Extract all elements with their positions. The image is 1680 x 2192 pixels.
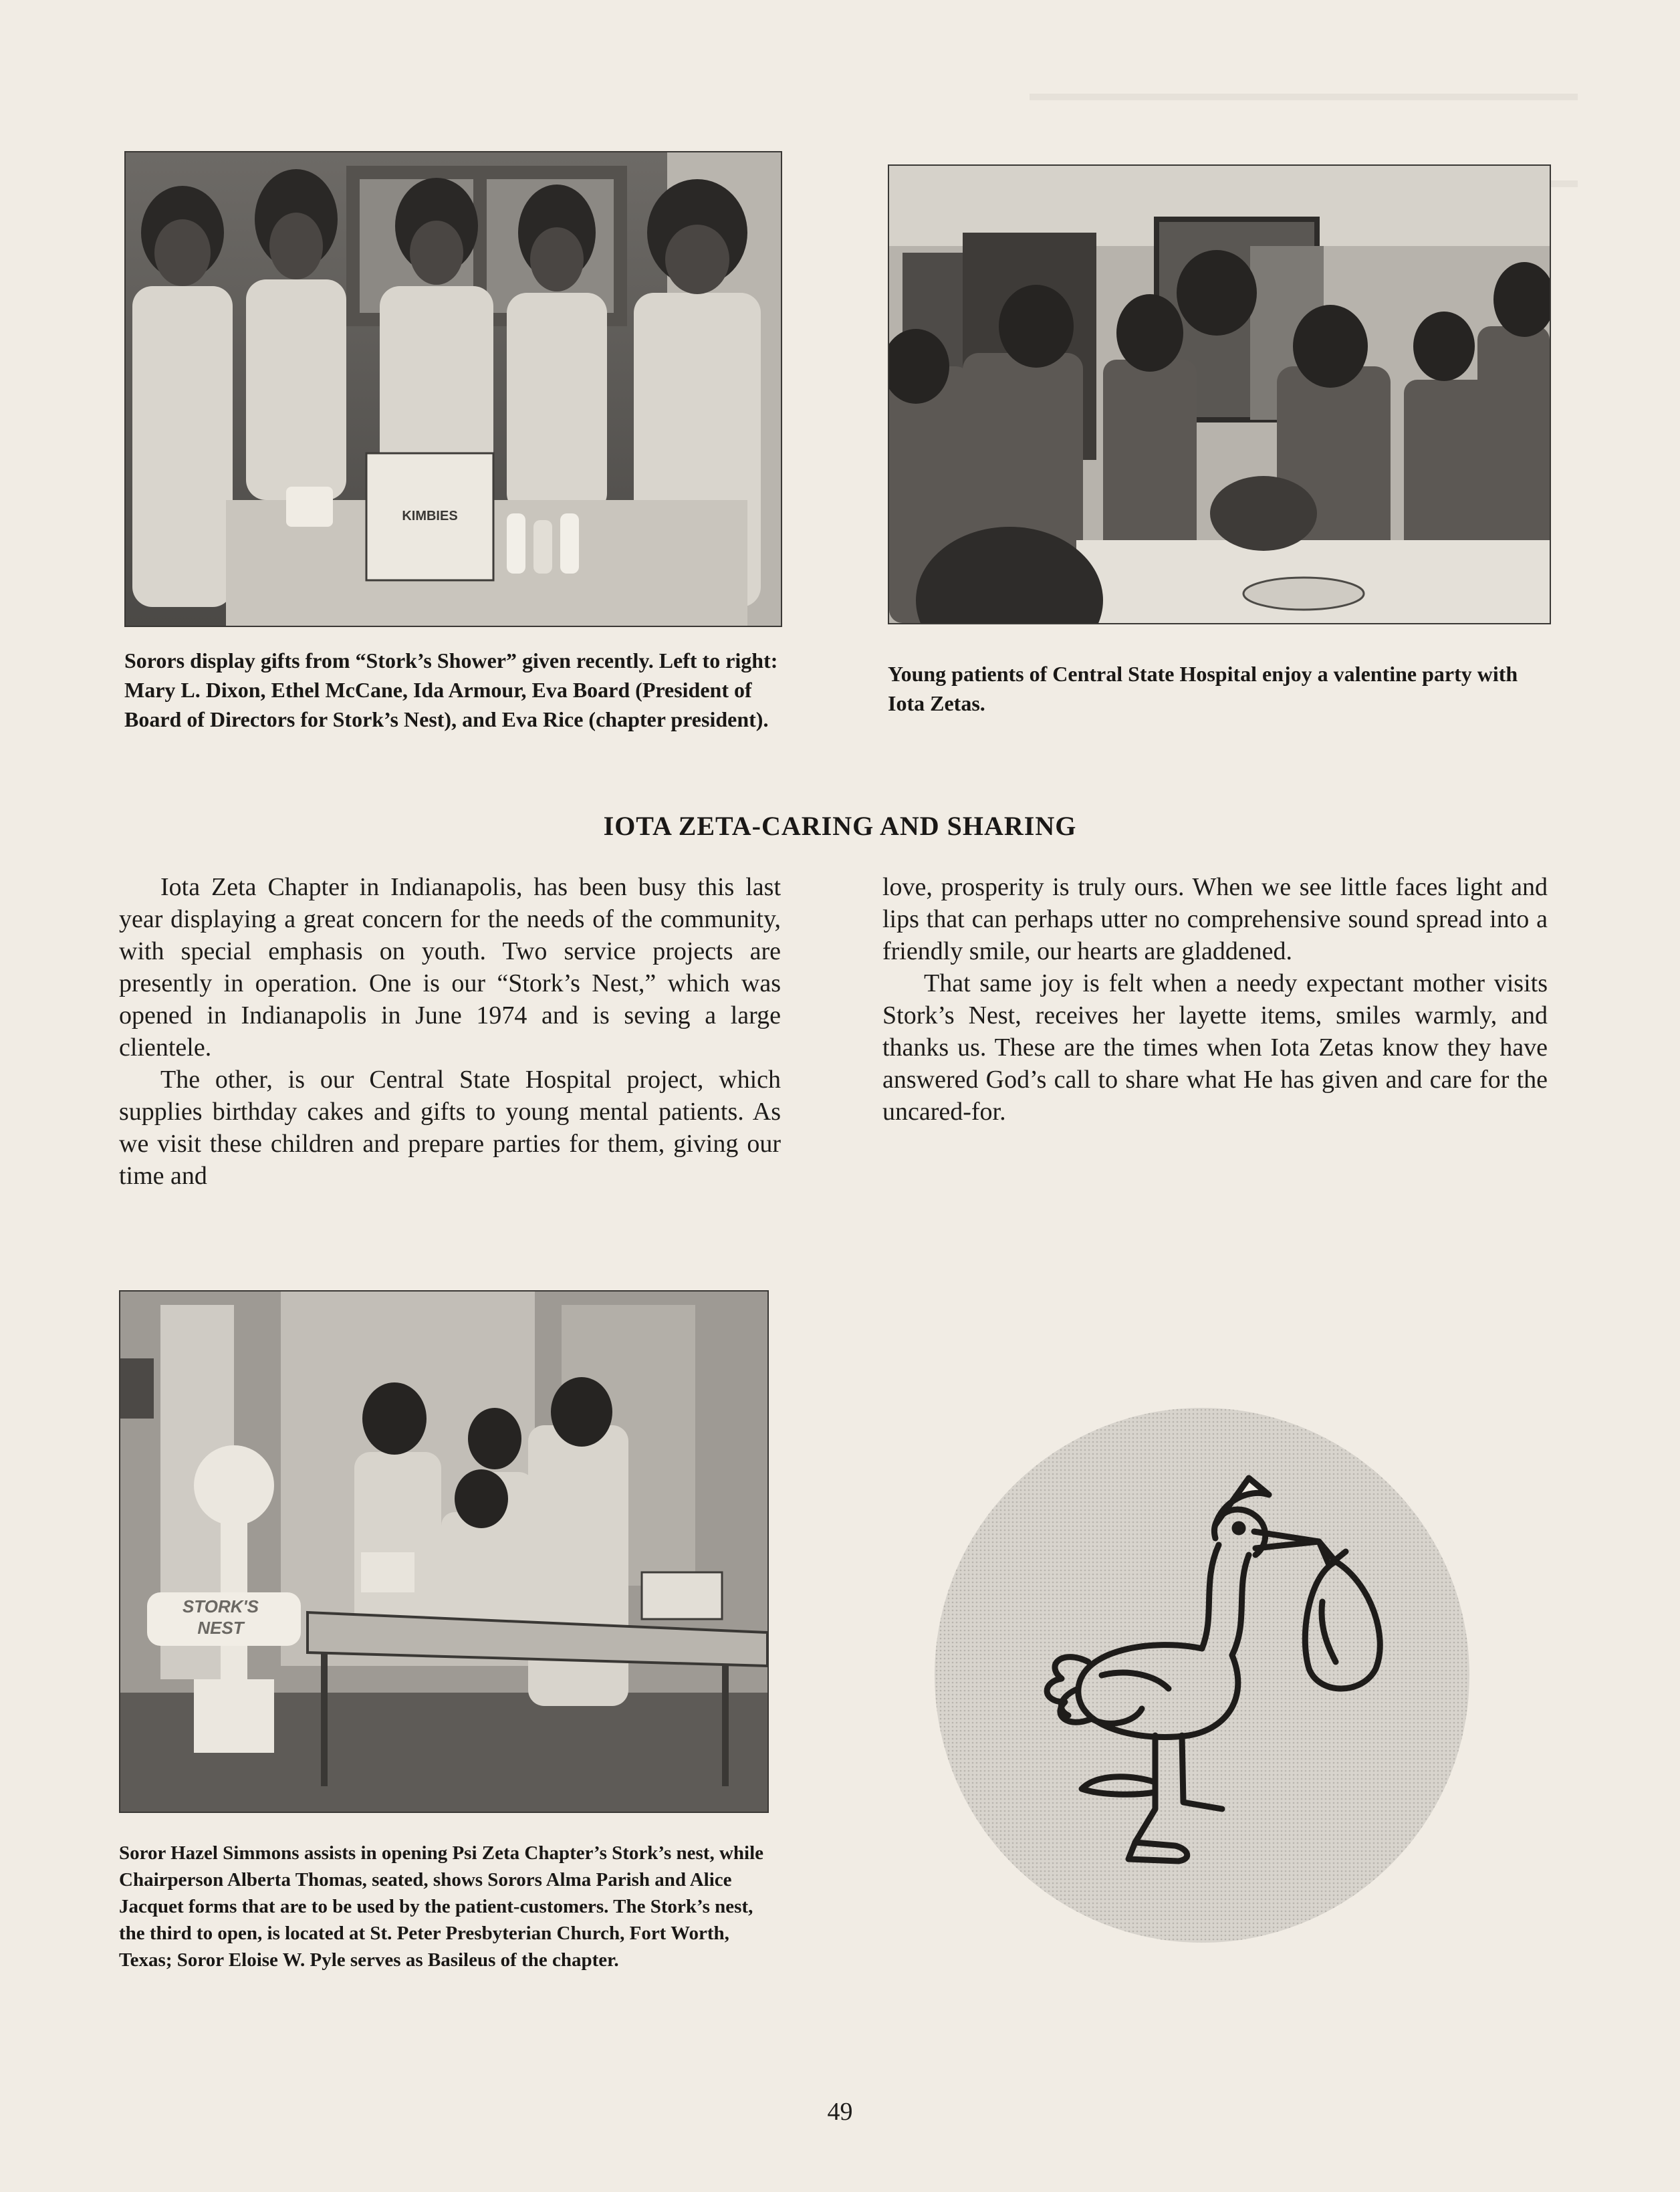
article-column-left (119, 871, 781, 1192)
photo-gift-display (124, 151, 782, 627)
photo-gift-display-caption: Sorors display gifts from “Stork’s Shower” given recently. Left to right: Mary L. Dixon, Ethel McCane, Ida Armour, Eva Board (President of Board of Directors for Stork’s Nest), and Eva Rice (chapter president). (124, 648, 778, 731)
photo-valentine-party-caption: Young patients of Central State Hospital enjoy a valentine party with Iota Zetas. (888, 662, 1518, 715)
photo-valentine-party-image (889, 166, 1550, 623)
storks-nest-sign-label-top: STORK'S (182, 1596, 259, 1616)
storks-nest-sign-label-bottom: NEST (197, 1618, 244, 1638)
article-paragraph: The other, is our Central State Hospital project, which supplies birthday cakes and gifts to young mental patients. As we visit these children and prepare parties for them, giving our time and (119, 1066, 781, 1190)
stork-carrying-bundle-icon (935, 1408, 1469, 1943)
article-paragraph: Iota Zeta Chapter in Indianapolis, has been busy this last year displaying a great concern for the needs of the community, with special emphasis on youth. Two service projects are presently in operation. One is our “Stork’s Nest,” which was opened in Indianapolis in June 1974 and is seving a large clientele. (119, 873, 781, 1062)
article-paragraph: That same joy is felt when a needy expectant mother visits Stork’s Nest, receives her layette items, smiles warmly, and thanks us. These are the times when Iota Zetas know they have answered God’s call to share what He has given and care for the uncared-for. (882, 969, 1548, 1126)
photo-storks-nest-opening-caption: Soror Hazel Simmons assists in opening Psi Zeta Chapter’s Stork’s nest, while Chairperson Alberta Thomas, seated, shows Sorors Alma Parish and Alice Jacquet forms that are to be used by the patient-customers. The Stork’s nest, the third to open, is located at St. Peter Presbyterian Church, Fort Worth, Texas; Soror Eloise W. Pyle serves as Basileus of the chapter. (119, 1842, 764, 1971)
photo-valentine-party (888, 164, 1551, 624)
photo-gift-display-image (126, 152, 781, 626)
photo-storks-nest-opening (119, 1290, 769, 1813)
article-paragraph: love, prosperity is truly ours. When we see little faces light and lips that can perhaps utter no comprehensive sound spread into a friendly smile, our hearts are gladdened. (882, 873, 1548, 965)
article-title: IOTA ZETA-CARING AND SHARING (603, 811, 1077, 841)
article-column-right (882, 871, 1548, 1128)
kimbies-box-label: KIMBIES (402, 509, 458, 523)
photo-storks-nest-opening-image (120, 1292, 767, 1812)
page-number: 49 (827, 2098, 853, 2126)
